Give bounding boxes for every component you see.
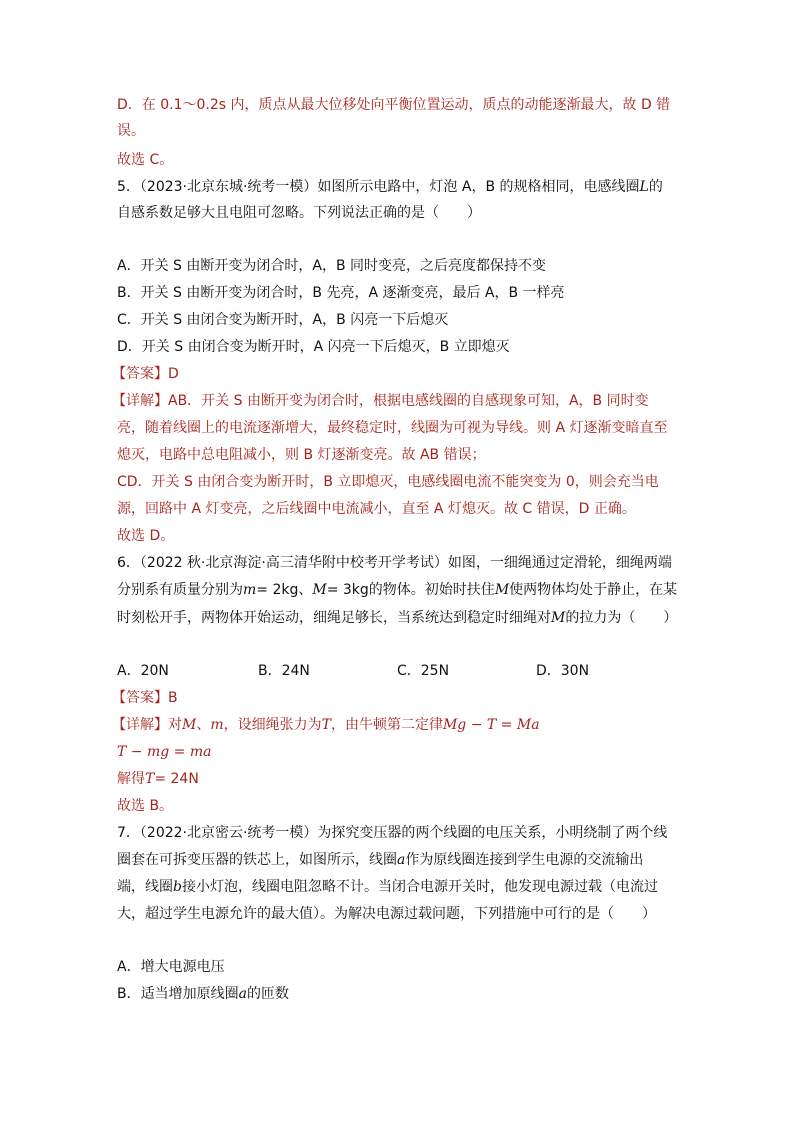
- q6-detail1-text-a: 【详解】对: [112, 717, 182, 733]
- q5-option-c: C．开关 S 由闭合变为断开时，A，B 闪亮一下后熄灭: [117, 312, 449, 328]
- q7-stem-line1: 7．（2022·北京密云·统考一模）为探究变压器的两个线圈的电压关系，小明绕制了两个线: [117, 825, 668, 841]
- q5-stem-end: 的: [648, 179, 663, 195]
- q5-detail-line5: 源，回路中 A 灯变亮，之后线圈中电流减小，直至 A 灯熄灭。故 C 错误，D 正确。: [117, 501, 636, 517]
- q6-option-d: D．30N: [536, 663, 590, 679]
- q6-detail3-text-b: = 24N: [154, 771, 199, 787]
- q5-var-l: L: [639, 179, 649, 195]
- q7-stem3-text-a: 端，线圈: [117, 879, 173, 895]
- q6-detail1-sep: 、: [196, 717, 211, 733]
- q6-stem3-text-b: 的拉力为（ ）: [565, 610, 678, 626]
- q6-stem-line1: 6．（2022 秋·北京海淀·高三清华附中校考开学考试）如图，一细绳通过定滑轮，细绳两端: [117, 555, 672, 571]
- q6-var-M-3: M: [551, 610, 566, 626]
- q7-stem2-text-a: 圈套在可拆变压器的铁芯上，如图所示，线圈: [117, 852, 397, 868]
- q6-detail-var-M: M: [182, 717, 197, 733]
- q7-option-b: [117, 984, 289, 1004]
- q6-detail3-text-a: 解得: [117, 771, 145, 787]
- q6-option-c: C．25N: [397, 663, 450, 679]
- q6-detail-var-m: m: [210, 717, 224, 733]
- q5-option-b: B．开关 S 由断开变为闭合时，B 先亮，A 逐渐变亮，最后 A，B 一样亮: [117, 285, 565, 301]
- q6-stem-line3: [117, 608, 677, 628]
- q7-stem-line4: 大，超过学生电源允许的最大值）。为解决电源过载问题，下列措施中可行的是（ ）: [117, 906, 656, 922]
- q7-var-a: a: [397, 852, 406, 868]
- q6-detail1-text-b: ，设细绳张力为: [223, 717, 322, 733]
- q5-detail-line3: 熄灭，电路中总电阻减小，则 B 灯逐渐变亮。故 AB 错误；: [117, 447, 486, 463]
- q6-stem2-text-a: 分别系有质量分别为: [117, 582, 243, 598]
- q7-stem3-text-b: 接小灯泡，线圈电阻忽略不计。当闭合电源开关时，他发现电源过载（电流过: [181, 879, 658, 895]
- q5-answer: 【答案】D: [112, 366, 179, 382]
- q5-option-d: D．开关 S 由闭合变为断开时，A 闪亮一下后熄灭，B 立即熄灭: [117, 339, 510, 355]
- q6-stem2-text-d: 使两物体均处于静止，在某: [509, 582, 678, 598]
- q6-var-M: M: [312, 582, 327, 598]
- q6-detail3-var-T: T: [145, 771, 155, 787]
- q6-answer: 【答案】B: [112, 690, 178, 706]
- q7-var-b: b: [173, 879, 182, 895]
- q5-stem-line1: [117, 177, 663, 197]
- q6-var-m: m: [243, 582, 257, 598]
- q6-option-a: A．20N: [117, 663, 169, 679]
- q5-stem-text: 5．（2023·北京东城·统考一模）如图所示电路中，灯泡 A，B 的规格相同，电感线圈: [117, 179, 640, 195]
- q6-stem3-text-a: 时刻松开手，两物体开始运动，细绳足够长，当系统达到稳定时细绳对: [117, 610, 551, 626]
- q6-equation-1: Mg − T = Ma: [442, 717, 540, 733]
- q7-stem-line3: [117, 877, 658, 897]
- q4-option-d-line1: D．在 0.1～0.2s 内，质点从最大位移处向平衡位置运动，质点的动能逐渐最大，故 D 错: [117, 97, 671, 113]
- q5-conclusion: 故选 D。: [117, 528, 175, 544]
- q5-option-a: A．开关 S 由断开变为闭合时，A，B 同时变亮，之后亮度都保持不变: [117, 258, 546, 274]
- q6-detail1-text-c: ，由牛顿第二定律: [330, 717, 443, 733]
- q5-detail-line4: CD．开关 S 由闭合变为断开时，B 立即熄灭，电感线圈电流不能突变为 0，则会充当电: [117, 474, 659, 490]
- q6-var-M-2: M: [494, 582, 510, 598]
- q6-stem2-text-b: = 2kg、: [256, 582, 313, 598]
- q7-stem2-text-b: 作为原线圈连接到学生电源的交流输出: [405, 852, 644, 868]
- q7-option-a: A．增大电源电压: [117, 959, 225, 975]
- q6-detail-var-T: T: [321, 717, 331, 733]
- q6-equation-2: T − mg = ma: [117, 744, 212, 760]
- q6-option-b: B．24N: [258, 663, 310, 679]
- q7-optb-text-a: B．适当增加原线圈: [117, 986, 239, 1002]
- q6-detail-line1: [112, 715, 540, 735]
- q6-conclusion: 故选 B。: [117, 798, 174, 814]
- q5-stem-line2: 自感系数足够大且电阻可忽略。下列说法正确的是（ ）: [117, 205, 481, 221]
- q4-conclusion: 故选 C。: [117, 152, 174, 168]
- q6-stem-line2: [117, 580, 677, 600]
- q6-stem2-text-c: = 3kg的物体。初始时扶住: [326, 582, 495, 598]
- q7-stem-line2: [117, 850, 643, 870]
- q7-optb-text-b: 的匝数: [246, 986, 289, 1002]
- q6-detail-line3: [117, 769, 199, 789]
- q4-option-d-line2: 误。: [117, 123, 145, 139]
- q5-detail-line2: 亮，随着线圈上的电流逐渐增大，最终稳定时，线圈为可视为导线。则 A 灯逐渐变暗直至: [117, 420, 668, 436]
- q5-detail-line1: 【详解】AB．开关 S 由断开变为闭合时，根据电感线圈的自感现象可知，A，B 同时变: [112, 393, 649, 409]
- q7-optb-var-a: a: [238, 986, 247, 1002]
